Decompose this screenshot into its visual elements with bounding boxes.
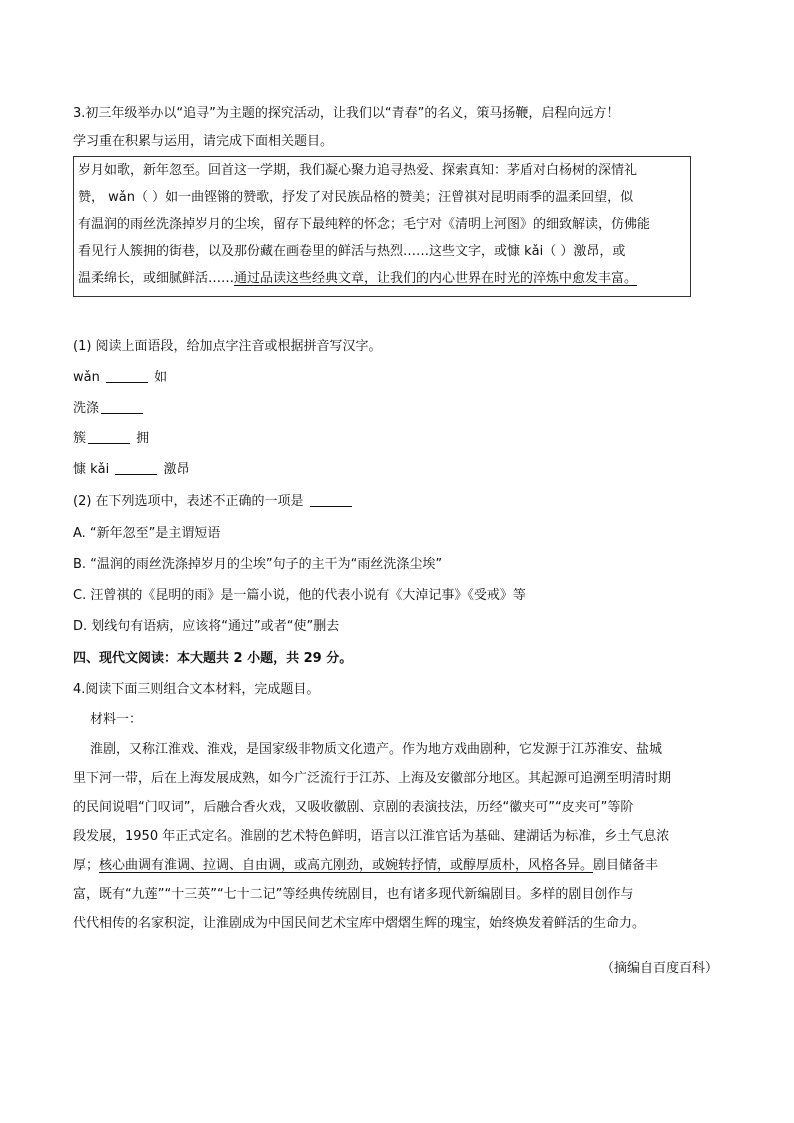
material-plain-text: 厚；	[73, 858, 100, 873]
answer-item-suffix: 如	[154, 370, 168, 385]
sub-question-1-title: (1) 阅读上面语段，给加点字注音或根据拼音写汉字。	[73, 339, 382, 354]
answer-item-suffix: 激昂	[163, 462, 190, 477]
passage-plain-text: 温柔绵长，或细腻鲜活……	[78, 271, 235, 286]
question-3-intro: 学习重在积累与运用，请完成下面相关题目。	[73, 134, 334, 149]
passage-line: 赞， wǎn（ ）如一曲铿锵的赞歌，抒发了对民族品格的赞美；汪曾祺对昆明雨季的温柔回望，似	[78, 190, 634, 205]
material-line-underlined	[73, 852, 658, 880]
passage-line: 有温润的雨丝洗涤掉岁月的尘埃，留存下最纯粹的怀念；毛宁对《清明上河图》的细致解读，仿佛能	[78, 217, 651, 232]
material-label: 材料一：	[90, 712, 143, 727]
question-3-title: 3.初三年级举办以“追寻”为主题的探究活动，让我们以“青春”的名义，策马扬鞭，启程向远方！	[73, 106, 620, 121]
sub-question-2-text: (2) 在下列选项中，表述不正确的一项是	[73, 494, 304, 509]
source-citation: （摘编自百度百科）	[600, 961, 718, 976]
answer-item-prefix: 慷 kǎi	[73, 462, 110, 477]
answer-blank[interactable]	[310, 492, 352, 507]
underlined-sentence: 核心曲调有淮调、拉调、自由调，或高亢刚劲，或婉转抒情，或醇厚质朴，风格各异。	[99, 858, 594, 873]
option-d: D. 划线句有语病，应该将“通过”或者“使”删去	[73, 619, 340, 634]
option-c: C. 汪曾祺的《昆明的雨》是一篇小说，他的代表小说有《大淖记事》《受戒》等	[73, 588, 526, 603]
material-line: 的民间说唱“门叹词”，后融合香火戏，又吸收徽剧、京剧的表演技法，历经“徽夹可”“皮夹可”等阶	[73, 800, 634, 815]
answer-item	[73, 367, 167, 389]
sub-question-2-title	[73, 491, 354, 513]
material-plain-text: 剧目储备丰	[593, 858, 659, 873]
material-line: 里下河一带，后在上海发展成熟，如今广泛流行于江苏、上海及安徽部分地区。其起源可追溯至明清时期	[73, 771, 672, 786]
answer-blank[interactable]	[101, 399, 143, 414]
material-line: 代代相传的名家积淀，让淮剧成为中国民间艺术宝库中熠熠生辉的瑰宝，始终焕发着鲜活的生命力。	[73, 916, 646, 931]
material-line: 富，既有“九莲”“十三英”“七十二记”等经典传统剧目，也有诸多现代新编剧目。多样的剧目创作与	[73, 887, 634, 902]
section-4-heading: 四、现代文阅读：本大题共 2 小题，共 29 分。	[73, 651, 353, 666]
answer-blank[interactable]	[88, 429, 130, 444]
answer-item-prefix: 簇	[73, 431, 87, 446]
passage-line-last	[78, 268, 637, 290]
answer-item	[73, 459, 190, 481]
answer-blank[interactable]	[106, 368, 148, 383]
underlined-sentence: 通过品读这些经典文章，让我们的内心世界在时光的淬炼中愈发丰富。	[234, 271, 638, 286]
answer-blank[interactable]	[115, 460, 157, 475]
passage-box	[73, 156, 691, 297]
answer-item-prefix: 洗涤	[73, 401, 100, 416]
passage-line: 岁月如歌，新年忽至。回首这一学期，我们凝心聚力追寻热爱、探索真知：茅盾对白杨树的深情礼	[78, 163, 638, 178]
answer-item-suffix: 拥	[136, 431, 150, 446]
answer-item	[73, 428, 149, 450]
option-a: A. “新年忽至”是主谓短语	[73, 526, 221, 541]
answer-item-prefix: wǎn	[73, 370, 100, 385]
passage-line: 看见行人簇拥的街巷，以及那份藏在画卷里的鲜活与热烈……这些文字，或慷 kǎi（ ）激昂，或	[78, 244, 626, 259]
question-4-title: 4.阅读下面三则组合文本材料，完成题目。	[73, 682, 320, 697]
answer-item	[73, 398, 145, 420]
option-b: B. “温润的雨丝洗涤掉岁月的尘埃”句子的主干为“雨丝洗涤尘埃”	[73, 557, 443, 572]
material-line: 段发展，1950 年正式定名。淮剧的艺术特色鲜明，语言以江淮官话为基础、建湖话为标准，乡土气息浓	[73, 829, 670, 844]
material-line: 淮剧，又称江淮戏、淮戏，是国家级非物质文化遗产。作为地方戏曲剧种，它发源于江苏淮安、盐城	[90, 742, 663, 757]
